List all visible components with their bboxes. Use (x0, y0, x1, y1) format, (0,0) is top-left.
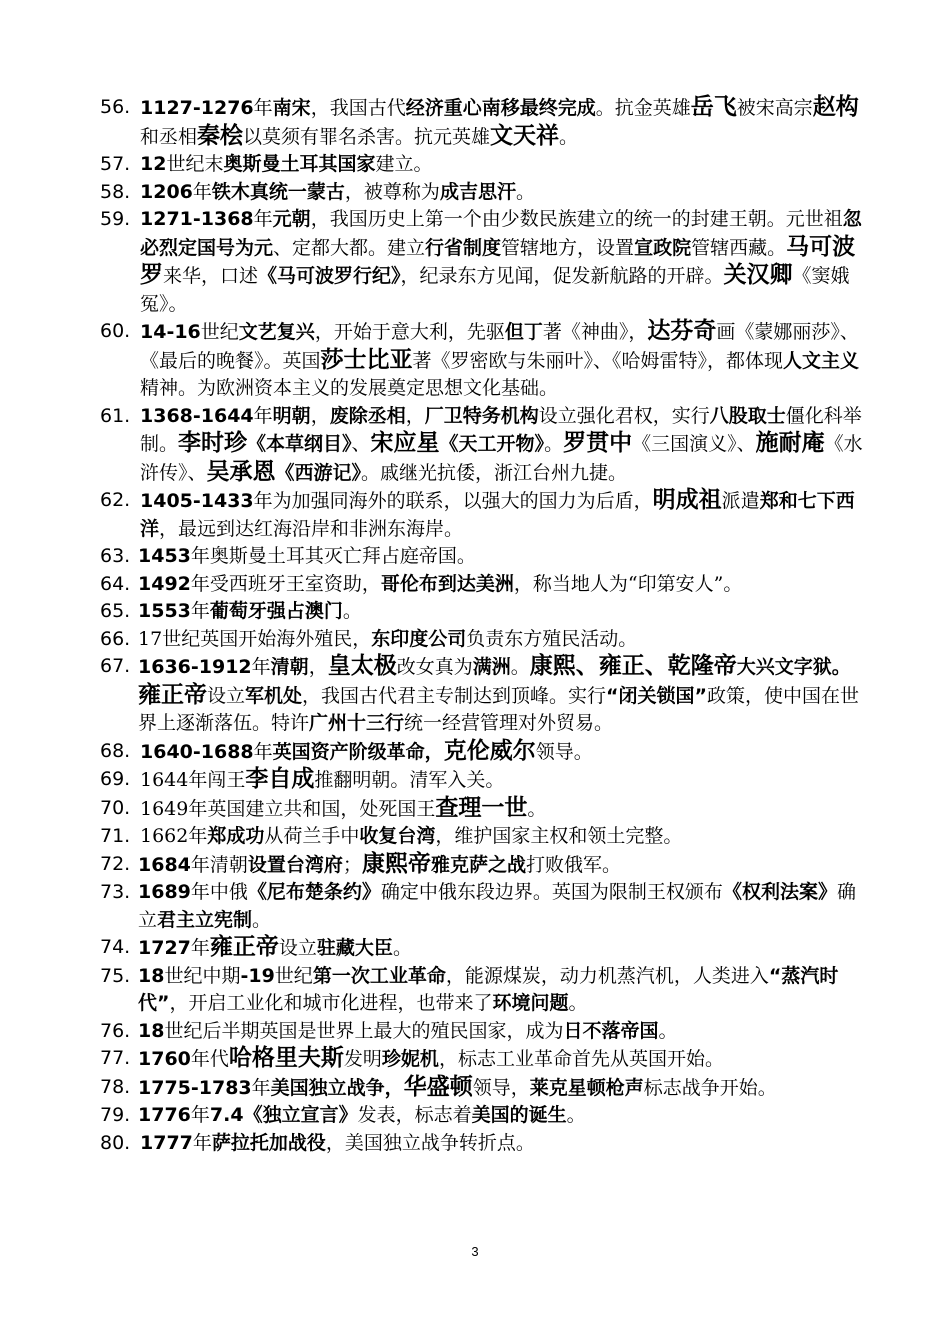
emphasis-text: 《马可波罗行纪》 (258, 265, 401, 287)
item-text (138, 881, 856, 931)
emphasis-text: 1553 (138, 600, 191, 622)
list-item (100, 934, 870, 963)
emphasis-text: 1368-1644 (140, 404, 254, 427)
list-item (100, 571, 870, 599)
emphasis-text: 美国的诞生 (471, 1104, 567, 1126)
text-run: 发明 (343, 1048, 382, 1070)
emphasis-text: 1206 (140, 180, 193, 203)
emphasis-text: 14-16 (140, 321, 201, 343)
text-run: 被宋高宗 (736, 97, 813, 119)
list-item (100, 179, 870, 207)
item-text (138, 934, 412, 960)
text-run: 年 (253, 740, 273, 763)
emphasis-text: 萨拉托加战役 (211, 1131, 326, 1154)
text-run: 著《神曲》， (542, 321, 648, 343)
emphasis-text: 成吉思汗 (439, 180, 516, 203)
list-item (100, 1130, 870, 1158)
list-item (100, 823, 870, 851)
text-run: 年闯王 (188, 769, 246, 791)
item-text (138, 1104, 586, 1126)
text-run: 年清朝 (190, 853, 248, 876)
item-number: 58. (100, 180, 131, 203)
item-text (140, 766, 505, 792)
text-run: ，纪录东方见闻，促发新航路的开辟。 (400, 265, 724, 287)
emphasis-text: 东印度公司 (371, 627, 467, 650)
text-run: 。抗金英雄 (595, 97, 691, 119)
item-text (138, 1073, 777, 1100)
item-number: 76. (100, 1019, 131, 1042)
emphasis-text: 经济重心南移最终完成 (405, 97, 596, 119)
emphasis-text: 7.4 (209, 1104, 244, 1126)
list-item (100, 963, 870, 1018)
emphasis-text: 康熙、雍正、乾隆帝 (529, 653, 737, 679)
item-number: 61. (100, 404, 131, 427)
emphasis-text: 人文主义 (783, 349, 860, 372)
text-run: 精神。为欧洲资本主义的发展奠定思想文化基础。 (140, 377, 559, 399)
list-item (100, 598, 870, 626)
text-run: 。 (510, 656, 530, 678)
emphasis-text: 查理一世 (435, 794, 528, 821)
emphasis-text: 1636-1912 (138, 656, 252, 678)
emphasis-text: 莎士比亚 (320, 346, 413, 373)
item-text (140, 737, 593, 764)
entry-list (100, 94, 870, 1157)
emphasis-text: 李自成 (245, 766, 315, 792)
text-run: 从荷兰手中 (264, 825, 360, 847)
text-run: 。 (392, 937, 412, 959)
list-item (100, 403, 870, 488)
emphasis-text: 驻藏大臣 (316, 937, 393, 959)
emphasis-text: 18 (138, 1019, 165, 1042)
text-run: 。 (566, 1104, 586, 1126)
item-number: 73. (100, 881, 131, 903)
emphasis-text: 郑和七下西洋 (140, 490, 855, 540)
item-number: 62. (100, 489, 131, 511)
list-item (100, 851, 870, 880)
item-number: 80. (100, 1131, 131, 1154)
text-run: ，我国古代君主专制达到顶峰。实行 (302, 684, 607, 707)
list-item (100, 543, 870, 571)
text-run: ，开启工业化和城市化进程，也带来了 (169, 992, 493, 1014)
emphasis-text: 1271-1368 (140, 208, 254, 230)
emphasis-text: 1684 (138, 853, 191, 876)
emphasis-text: 赵构 (812, 94, 859, 120)
emphasis-text: 吴承恩 (206, 458, 276, 485)
emphasis-text: “闭关锁国” (606, 684, 708, 707)
emphasis-text: 《尼布楚条约》 (247, 881, 381, 903)
text-run: 。戚继光抗倭，浙江台州九捷。 (361, 461, 628, 484)
emphasis-text: 君主立宪制 (157, 908, 253, 931)
item-text (138, 600, 362, 622)
emphasis-text: 秦桧 (197, 122, 244, 149)
emphasis-text: 雅克萨之战 (430, 853, 526, 876)
text-run: 世纪中期 (164, 964, 241, 987)
list-item (100, 795, 870, 824)
emphasis-text: 12 (140, 153, 167, 175)
item-text (138, 545, 476, 567)
item-text (138, 628, 637, 650)
text-run: 推翻明朝。清军入关。 (314, 769, 505, 791)
text-run: 以莫须有罪名杀害。抗元英雄 (243, 125, 491, 148)
emphasis-text: 《本草纲目》 (247, 433, 352, 455)
emphasis-text: 行省制度 (425, 236, 502, 259)
emphasis-text: 1760 (138, 1048, 191, 1070)
emphasis-text: -19 (240, 964, 275, 987)
text-run: 建立。 (375, 153, 433, 175)
list-item (100, 626, 870, 654)
text-run: 年 (190, 1104, 210, 1126)
emphasis-text: 清朝 (270, 656, 309, 678)
text-run: 派遣 (721, 490, 760, 512)
emphasis-text: 《独立宣言》 (243, 1104, 358, 1126)
text-run: 年 (253, 97, 273, 119)
text-run: 《窦娥冤》。 (140, 265, 850, 315)
text-run: 统一经营管理对外贸易。 (404, 712, 614, 734)
emphasis-text: 莱克星顿枪声 (529, 1076, 644, 1099)
text-run: 世纪末 (166, 153, 224, 175)
emphasis-text: 八股取士 (709, 404, 786, 427)
text-run: ，我国历史上第一个由少数民族建立的统一的封建王朝。元世祖 (310, 208, 843, 230)
text-run: 僵化科举制。 (140, 404, 862, 455)
item-text (140, 153, 433, 175)
list-item (100, 879, 870, 934)
item-number: 79. (100, 1104, 131, 1126)
text-run: ， (405, 404, 425, 427)
text-run: 政策，使中国在世界上逐渐落伍。特许 (138, 684, 860, 734)
item-number: 74. (100, 936, 131, 958)
text-run: 17 (138, 627, 163, 650)
emphasis-text: 哈格里夫斯 (228, 1045, 344, 1071)
text-run: ，美国独立战争转折点。 (325, 1131, 535, 1154)
item-text (138, 965, 838, 1015)
emphasis-text: 大兴文字狱。 (736, 656, 851, 678)
text-run: 1662 (140, 825, 189, 847)
item-text (138, 573, 742, 595)
emphasis-text: 雍正帝 (138, 681, 207, 708)
emphasis-text: 文天祥 (490, 122, 560, 149)
text-run: 管辖西藏。 (691, 236, 787, 259)
text-run: 著《罗密欧与朱丽叶》、《哈姆雷特》，都体现 (412, 349, 784, 372)
emphasis-text: 《天工开物》 (439, 433, 545, 455)
text-run: 发表，标志着 (357, 1104, 472, 1126)
text-run: ，被尊称为 (344, 180, 440, 203)
text-run: 负责东方殖民活动。 (466, 627, 638, 650)
text-run: 年受西班牙王室资助， (190, 572, 381, 595)
text-run: 世纪英国开始海外殖民， (162, 627, 372, 650)
text-run: 领导。 (535, 740, 593, 763)
item-text (138, 653, 860, 734)
emphasis-text: 1405-1433 (140, 490, 254, 512)
text-run: 世纪 (274, 964, 313, 987)
emphasis-text: 1689 (138, 881, 191, 903)
text-run: 年 (253, 208, 273, 230)
emphasis-text: 第一次工业革命 (312, 964, 446, 987)
item-text (140, 94, 859, 149)
text-run: 确立 (138, 881, 856, 931)
list-item (100, 1045, 870, 1074)
emphasis-text: 忽必烈定国号为元 (140, 208, 862, 259)
item-number: 72. (100, 852, 131, 875)
emphasis-text: 1127-1276 (140, 97, 254, 119)
text-run: 、定都大都。建立 (273, 236, 426, 259)
text-run: 。 (544, 433, 564, 455)
emphasis-text: 厂卫特务机构 (424, 404, 539, 427)
emphasis-text: 日不落帝国 (563, 1019, 659, 1042)
text-run: ，维护国家主权和领土完整。 (435, 825, 683, 847)
list-item (100, 738, 870, 767)
emphasis-text: 1775-1783 (138, 1076, 252, 1099)
text-run: 打败俄军。 (525, 853, 621, 876)
text-run: 、 (351, 433, 371, 455)
text-run: 世纪 (200, 321, 239, 343)
emphasis-text: 奥斯曼土耳其国家 (223, 153, 376, 175)
item-text (140, 1132, 535, 1154)
emphasis-text: 明成祖 (652, 487, 722, 513)
emphasis-text: 岳飞 (690, 94, 737, 120)
emphasis-text: 关汉卿 (723, 262, 793, 288)
emphasis-text: 元朝 (272, 208, 311, 230)
item-text (140, 794, 547, 821)
emphasis-text: 18 (138, 964, 165, 987)
emphasis-text: 1727 (138, 937, 191, 959)
emphasis-text: 军机处 (245, 684, 303, 707)
text-run: 、 (736, 433, 756, 455)
emphasis-text: 1492 (138, 572, 191, 595)
text-run: 、 (187, 461, 207, 484)
emphasis-text: 《权利法案》 (722, 881, 837, 903)
text-run: 画《蒙娜丽莎》、《最后的晚餐》。英国 (140, 321, 859, 372)
item-number: 68. (100, 739, 131, 762)
text-run: 设立强化君权，实行 (538, 404, 710, 427)
item-text (138, 1020, 678, 1042)
emphasis-text: 明朝 (272, 404, 311, 427)
emphasis-text: 李时珍 (178, 430, 248, 456)
text-run: 确定中俄东段边界。英国为限制王权颁布 (380, 881, 723, 903)
emphasis-text: 宣政院 (634, 236, 692, 259)
list-item (100, 318, 870, 403)
text-run: 标志战争开始。 (643, 1076, 777, 1099)
emphasis-text: 1453 (138, 545, 191, 567)
text-run: 改女真为 (396, 656, 473, 678)
emphasis-text: 雍正帝 (209, 934, 279, 960)
emphasis-text: 英国资产阶级革命， (272, 740, 444, 763)
emphasis-text: 达芬奇 (647, 318, 717, 344)
text-run: ，标志工业革命首先从英国开始。 (438, 1048, 724, 1070)
list-item (100, 206, 870, 318)
item-number: 77. (100, 1047, 131, 1069)
emphasis-text: 华盛顿 (403, 1073, 473, 1100)
text-run: 《水浒传》 (140, 433, 863, 484)
emphasis-text: 葡萄牙强占澳门 (209, 600, 343, 622)
text-run: 年 (188, 825, 208, 847)
text-run: ； (342, 853, 362, 876)
emphasis-text: 宋应星 (370, 430, 440, 456)
text-run: 年 (190, 937, 210, 959)
item-number: 67. (100, 655, 131, 677)
item-number: 69. (100, 768, 131, 790)
text-run: 年 (190, 600, 210, 622)
list-item (100, 1074, 870, 1103)
text-run: 。 (515, 180, 535, 203)
list-item (100, 766, 870, 795)
emphasis-text: 但丁 (504, 321, 543, 343)
emphasis-text: 文艺复兴 (238, 321, 315, 343)
list-item (100, 151, 870, 179)
emphasis-text: 康熙帝 (361, 850, 431, 877)
text-run: ， (310, 404, 330, 427)
text-run: ，我国古代 (310, 97, 406, 119)
page-number: 3 (471, 1244, 479, 1259)
emphasis-text: 美国独立战争， (270, 1076, 404, 1099)
text-run: 年奥斯曼土耳其灭亡拜占庭帝国。 (190, 545, 476, 567)
item-text (140, 487, 855, 540)
emphasis-text: 马可波罗 (140, 233, 856, 288)
item-number: 57. (100, 153, 131, 175)
list-item (100, 487, 870, 543)
list-item (100, 1018, 870, 1046)
text-run: 。 (252, 908, 272, 931)
emphasis-text: 郑成功 (207, 825, 265, 847)
text-run: 年 (251, 1076, 271, 1099)
item-text (140, 208, 862, 315)
text-run: 年为加强同海外的联系，以强大的国力为后盾， (253, 490, 653, 512)
item-text (140, 181, 535, 203)
emphasis-text: 《西游记》 (275, 461, 362, 484)
item-text (138, 1045, 724, 1071)
text-run: 来华，口述 (163, 265, 259, 287)
text-run: 世纪后半期英国是世界上最大的殖民国家，成为 (164, 1019, 564, 1042)
text-run: 设立 (207, 684, 246, 707)
item-text (140, 405, 863, 484)
emphasis-text: 1776 (138, 1104, 191, 1126)
emphasis-text: 1777 (140, 1131, 193, 1154)
emphasis-text: 施耐庵 (755, 430, 825, 456)
item-text (138, 850, 621, 877)
emphasis-text: 满洲 (472, 656, 511, 678)
text-run: 和丞相 (140, 125, 198, 148)
emphasis-text: 废除丞相 (329, 404, 406, 427)
list-item (100, 94, 870, 151)
list-item (100, 653, 870, 738)
item-number: 59. (100, 208, 131, 230)
text-run: 1644 (140, 769, 189, 791)
item-number: 56. (100, 96, 131, 118)
text-run: ，称当地人为“印第安人”。 (513, 572, 743, 595)
emphasis-text: 收复台湾 (359, 825, 436, 847)
text-run: 管辖地方，设置 (501, 236, 635, 259)
item-number: 71. (100, 825, 131, 847)
text-run: 年 (192, 1131, 212, 1154)
item-number: 60. (100, 320, 131, 342)
text-run: ，开始于意大利，先驱 (314, 321, 505, 343)
text-run: 年 (251, 656, 271, 678)
text-run: 。 (568, 992, 588, 1014)
emphasis-text: 罗贯中 (563, 430, 633, 456)
text-run: 1649 (140, 797, 189, 820)
text-run: ，能源煤炭，动力机蒸汽机，人类进入 (445, 964, 769, 987)
list-item (100, 1102, 870, 1130)
item-number: 75. (100, 964, 131, 987)
emphasis-text: 哥伦布到达美洲 (380, 572, 514, 595)
emphasis-text: “蒸汽时代” (138, 964, 839, 1014)
item-number: 70. (100, 796, 131, 819)
text-run: 年 (253, 404, 273, 427)
emphasis-text: 铁木真统一蒙古 (211, 180, 345, 203)
emphasis-text: 广州十三行 (309, 712, 405, 734)
text-run: 年 (192, 180, 212, 203)
emphasis-text: 1640-1688 (140, 740, 254, 763)
item-number: 78. (100, 1075, 131, 1098)
text-run: 年英国建立共和国，处死国王 (188, 797, 436, 820)
item-text (140, 825, 682, 847)
item-number: 64. (100, 572, 131, 595)
item-text (140, 318, 860, 399)
text-run: ，最远到达红海沿岸和非洲东海岸。 (159, 517, 464, 540)
text-run: 。 (342, 600, 362, 622)
emphasis-text: 克伦威尔 (443, 737, 536, 764)
emphasis-text: 环境问题 (492, 992, 569, 1014)
text-run: 设立 (278, 937, 317, 959)
item-number: 66. (100, 627, 131, 650)
emphasis-text: 皇太极 (327, 653, 397, 679)
text-run: 。 (559, 125, 579, 148)
text-run: 。 (527, 797, 547, 820)
text-run: 年中俄 (190, 881, 248, 903)
item-number: 63. (100, 545, 131, 567)
text-run: 年代 (190, 1048, 229, 1070)
emphasis-text: 设置台湾府 (247, 853, 343, 876)
text-run: ， (308, 656, 328, 678)
text-run: 。 (658, 1019, 678, 1042)
text-run: 《三国演义》 (632, 433, 737, 455)
emphasis-text: 珍妮机 (381, 1048, 439, 1070)
item-number: 65. (100, 600, 131, 622)
text-run: 领导， (472, 1076, 530, 1099)
emphasis-text: 南宋 (272, 97, 311, 119)
